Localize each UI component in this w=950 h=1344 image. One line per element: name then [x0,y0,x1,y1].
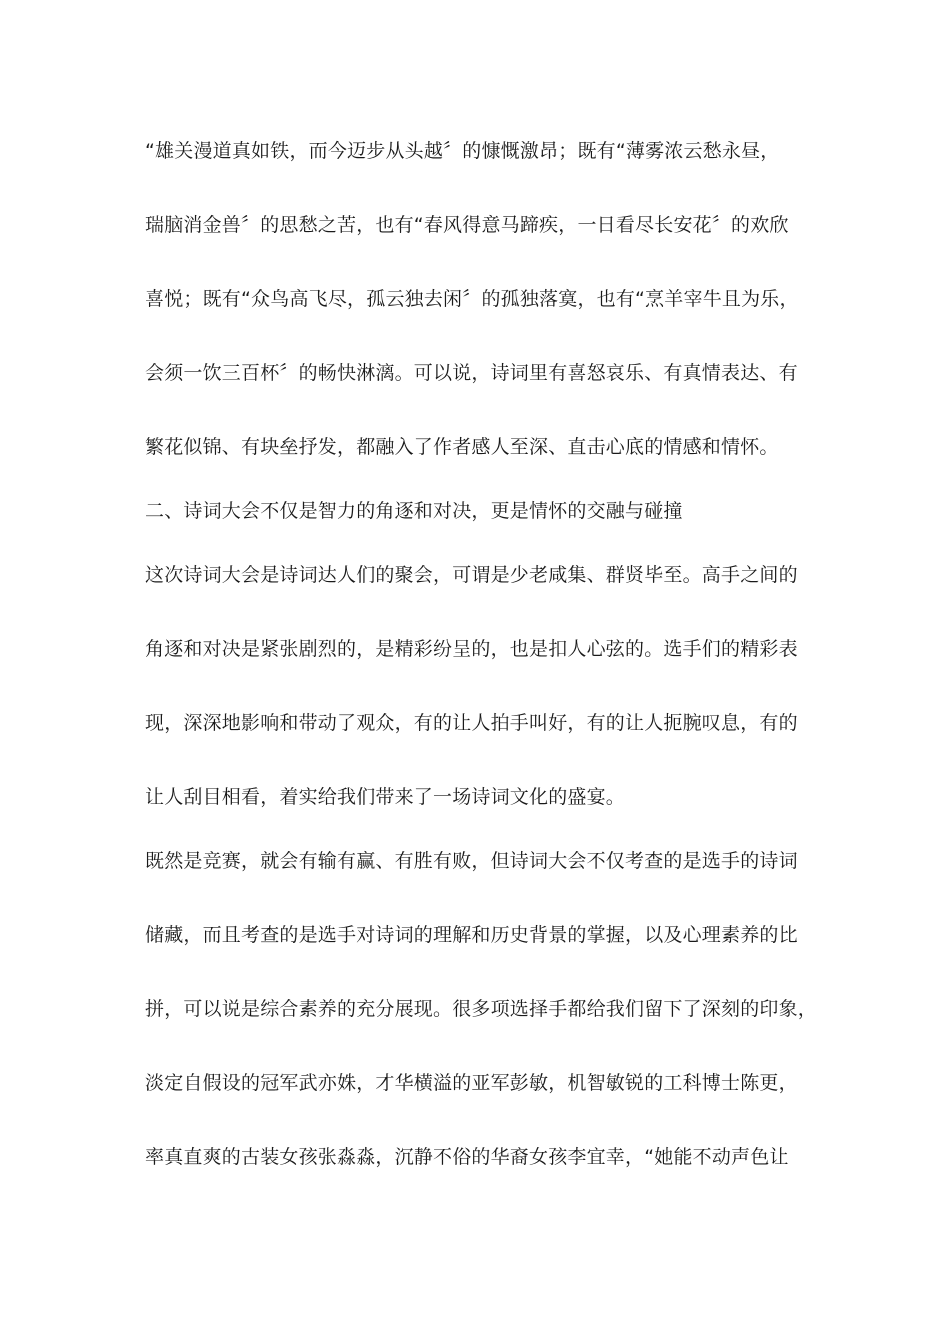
text-line: 角逐和对决是紧张剧烈的，是精彩纷呈的，也是扣人心弦的。选手们的精彩表 [145,638,798,660]
text-line: 这次诗词大会是诗词达人们的聚会，可谓是少老咸集、群贤毕至。高手之间的 [145,564,798,586]
text-line: 淡定自假设的冠军武亦姝，才华横溢的亚军彭敏，机智敏锐的工科博士陈更， [145,1072,798,1094]
text-line: 喜悦；既有“众鸟高飞尽，孤云独去闲〞的孤独落寞，也有“烹羊宰牛且为乐， [145,288,799,310]
text-line: “雄关漫道真如铁，而今迈步从头越〞的慷慨激昂；既有“薄雾浓云愁永昼， [145,140,780,162]
text-line: 储藏，而且考查的是选手对诗词的理解和历史背景的掌握，以及心理素养的比 [145,924,798,946]
text-line: 瑞脑消金兽〞的思愁之苦，也有“春风得意马蹄疾，一日看尽长安花〞的欢欣 [145,214,789,236]
text-line: 现，深深地影响和带动了观众，有的让人拍手叫好，有的让人扼腕叹息，有的 [145,712,798,734]
text-line: 繁花似锦、有块垒抒发，都融入了作者感人至深、直击心底的情感和情怀。 [145,436,779,458]
section-heading: 二、诗词大会不仅是智力的角逐和对决，更是情怀的交融与碰撞 [145,500,683,522]
text-line: 率真直爽的古装女孩张淼淼，沉静不俗的华裔女孩李宜幸，“她能不动声色让 [145,1146,789,1168]
text-line: 让人刮目相看，着实给我们带来了一场诗词文化的盛宴。 [145,786,626,808]
text-line: 拼，可以说是综合素养的充分展现。很多项选择手都给我们留下了深刻的印象， [145,998,818,1020]
text-line: 会须一饮三百杯〞的畅快淋漓。可以说，诗词里有喜怒哀乐、有真情表达、有 [145,362,798,384]
text-line: 既然是竞赛，就会有输有赢、有胜有败，但诗词大会不仅考查的是选手的诗词 [145,850,798,872]
